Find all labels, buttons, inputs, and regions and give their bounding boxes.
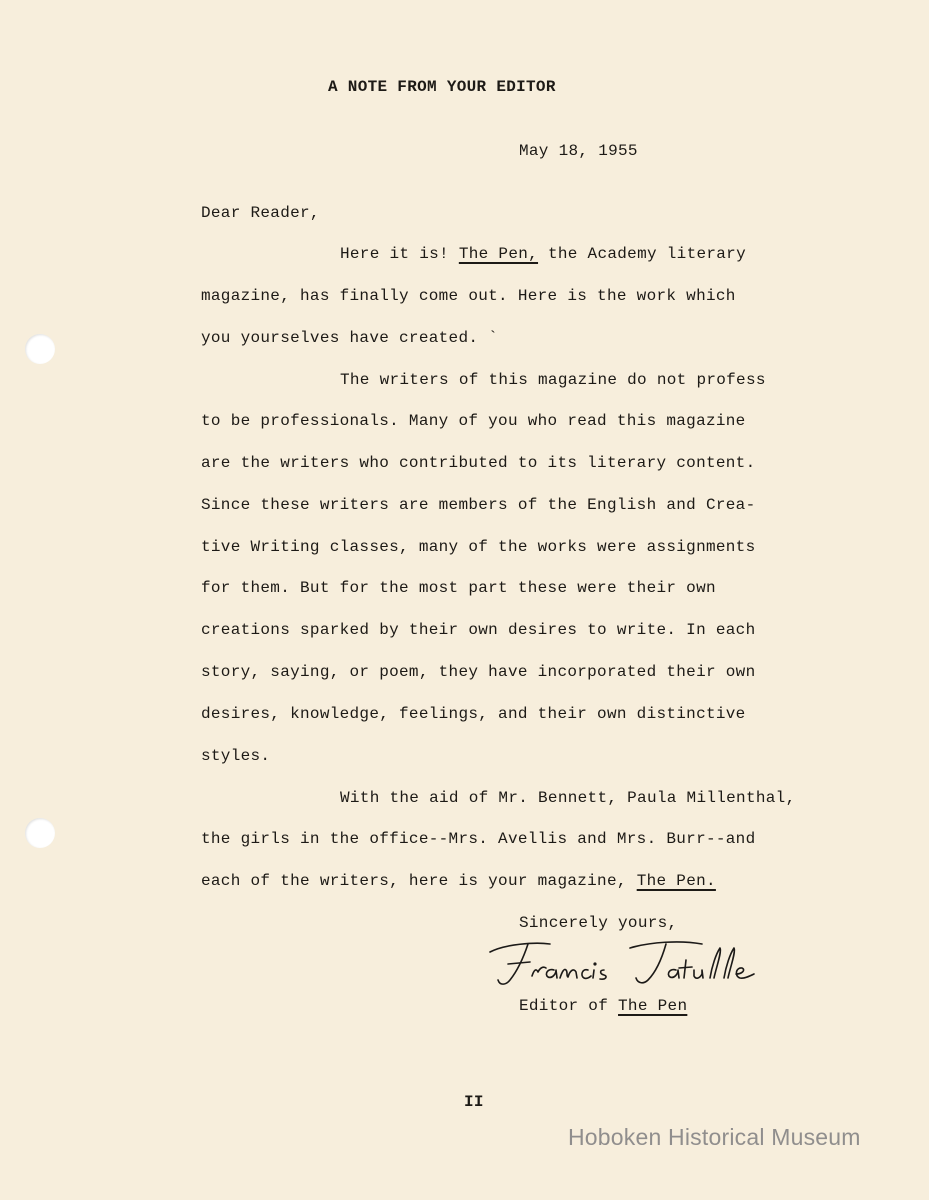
- intro-rest: the Academy literary: [547, 245, 746, 263]
- binder-hole-top: [25, 334, 55, 364]
- paragraph-2-line: The writers of this magazine do not profess: [340, 371, 766, 389]
- museum-watermark: Hoboken Historical Museum: [568, 1124, 861, 1150]
- paragraph-2-line: are the writers who contributed to its literary content.: [201, 454, 756, 472]
- paragraph-1-line-1: [340, 245, 746, 263]
- paragraph-1-line-2: magazine, has finally come out. Here is the work which: [201, 287, 736, 305]
- paragraph-2-line: Since these writers are members of the English and Crea-: [201, 496, 756, 514]
- paragraph-2-line: tive Writing classes, many of the works were assignments: [201, 538, 756, 556]
- paragraph-3-line-1: With the aid of Mr. Bennett, Paula Millenthal,: [340, 789, 796, 807]
- paragraph-2-line: desires, knowledge, feelings, and their own distinctive: [201, 705, 746, 723]
- paragraph-1-line-3: you yourselves have created. `: [201, 329, 499, 347]
- salutation: Dear Reader,: [201, 204, 320, 222]
- magazine-title: The Pen: [618, 997, 688, 1015]
- closing-sentence: each of the writers, here is your magazine,: [201, 872, 627, 890]
- valediction: Sincerely yours,: [519, 914, 678, 932]
- paragraph-2-line: for them. But for the most part these were their own: [201, 579, 716, 597]
- intro-exclamation: Here it is!: [340, 245, 449, 263]
- editor-role: [519, 997, 687, 1015]
- magazine-title: The Pen,: [458, 245, 539, 263]
- binder-hole-bottom: [25, 818, 55, 848]
- paragraph-3-line-3: [201, 872, 716, 890]
- editor-role-label: Editor of: [519, 997, 609, 1015]
- magazine-title: The Pen.: [636, 872, 716, 890]
- page-number: II: [464, 1093, 484, 1111]
- paragraph-2-line: styles.: [201, 747, 271, 765]
- page-title: A NOTE FROM YOUR EDITOR: [328, 78, 556, 96]
- paragraph-2-line: story, saying, or poem, they have incorporated their own: [201, 663, 756, 681]
- paragraph-3-line-2: the girls in the office--Mrs. Avellis and Mrs. Burr--and: [201, 830, 756, 848]
- handwritten-signature: [480, 930, 790, 994]
- paragraph-2-line: creations sparked by their own desires to write. In each: [201, 621, 756, 639]
- letter-date: May 18, 1955: [519, 142, 638, 160]
- paragraph-2-line: to be professionals. Many of you who read this magazine: [201, 412, 746, 430]
